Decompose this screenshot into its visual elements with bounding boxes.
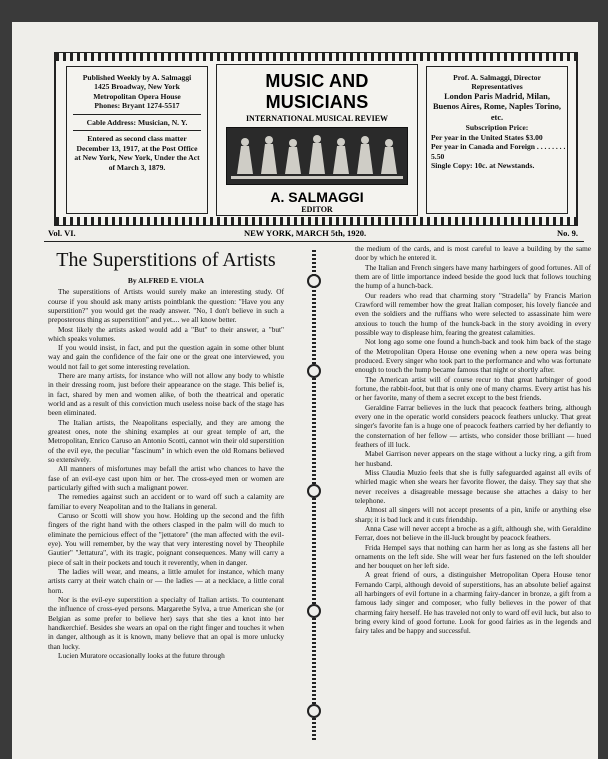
postal-entry-notice: Entered as second class matter December 13, 1917, at the Post Office at New York, New York, Under the Act of March 3, 1879. xyxy=(74,134,200,172)
ornamental-border-bottom xyxy=(56,217,576,225)
cable-address: Cable Address: Musician, N. Y. xyxy=(86,117,188,127)
paragraph: Anna Case will never accept a broche as a gift, although she, with Geraldine Ferrar, does not believe in the ill-luck brought by peacock feathers. xyxy=(355,523,591,543)
editor-role: EDITOR xyxy=(301,205,333,214)
publication-title: MUSIC AND MUSICIANS xyxy=(265,71,369,112)
paragraph: The Italian artists, the Neapolitans especially, and they are among the greatest ones, note the shining examples at our great temple of art, the Metropolitan, Enrico Caruso an Antonio Scotti, cannot win their old superstition of the evil eye, the peculiar "fascinum" in which even the old Romans believed so extensively. xyxy=(48,417,284,465)
publisher-info-box xyxy=(66,66,208,214)
subscription-heading: Subscription Price: xyxy=(465,123,529,133)
article-title: The Superstitions of Artists xyxy=(56,249,276,271)
representatives-heading: Representatives xyxy=(471,82,523,92)
paragraph: There are many artists, for instance who will not allow any body to whistle in their dressing room, just before their appearance on the stage. This belief is, in fact, shared by men and women alike, of both the theatrical and operatic world and as a result of this conviction much useless noise back of the stage has been eliminated. xyxy=(48,371,284,418)
paragraph: Miss Claudia Muzio feels that she is fully safeguarded against all evils of whirled magic when she wears her favorite flower, the daisy. They say that she never receives a disagreable message because she attaches a daisy to her telephone. xyxy=(355,467,591,505)
newspaper-page xyxy=(12,22,598,759)
phone-line: Phones: Bryant 1274-5517 xyxy=(94,101,180,111)
paragraph: The Italian and French singers have many harbingers of good fortunes. All of them are of little importance indeed beside the good luck that follows touching the hump of a hunch-back. xyxy=(355,262,591,291)
publication-subtitle: INTERNATIONAL MUSICAL REVIEW xyxy=(245,114,389,123)
paragraph: The ladies will wear, and means, a little amulet for instance, which many artists carry at their watch chain or — the ladies — at a necklace, a little coral horn. xyxy=(48,567,284,595)
venue-line: Metropolitan Opera House xyxy=(93,91,181,101)
paragraph: Our readers who read that charming story "Stradella" by Francis Marion Crawford will remember how the great Italian composer, his lovely fiancée and even the soldiers and the ruffians who were selected to assassinate him were anxious to touch the hump of the hunck-back in the story avoiding in every possible way to displease him, fearing the greatest calamities. xyxy=(355,290,591,337)
paragraph: Frida Hempel says that nothing can harm her as long as she fastens all her ornaments on the left side. She will wear her furs fastened on the left shoulder and her bouquet on her left side. xyxy=(355,542,591,571)
address-line: 1425 Broadway, New York xyxy=(94,82,180,92)
article-byline: By ALFRED E. VIOLA xyxy=(127,275,205,285)
paragraph: Most likely the artists asked would add a "But" to their answer, a "but" which speaks volumes. xyxy=(48,324,284,343)
paragraph: The American artist will of course recur to that great harbinger of good fortune, the rabbit-foot, but that is only one of many charms. Every artist has his or her favorite, many of them a secret except to the best friends. xyxy=(355,374,591,403)
paragraph: Geraldine Farrar believes in the luck that peacock feathers bring, although every one in the operatic world considers peacock feathers unlucky. That great singer's favorite fan is a huge one of peacock feathers carried by her defiantly to the consternation of her fellow — artists, who consider those brilliant — hued feathers of ill luck. xyxy=(355,402,591,449)
paragraph: The remedies against such an accident or to ward off such a calamity are familiar to every Neapolitan and to the Italians in general. xyxy=(48,492,284,511)
paragraph: Not long ago some one found a hunch-back and took him back of the stage of the Metropolitan Opera House one evening when a new opera was being produced. Every singer who took part to the performance and who was fortunate enough to touch the hump became famous that night or shortly after. xyxy=(355,337,591,375)
paragraph: The superstitions of Artists would surely make an interesting study. Of course if you should ask many artists pointblank the question: "Have you any superstition?" you would get the ready answer. "No, I don't believe in such a preposterous thing as superstition" and yet.... we all know better. xyxy=(48,287,284,325)
ornamental-border-top xyxy=(56,53,576,61)
paragraph: If you would insist, in fact, and put the question again in some other blunt way and gain the confidence of the fair one or the great one interviewed, you would not fail to get some interesting revelation. xyxy=(48,343,284,371)
paragraph: Almost all singers will not accept presents of a pin, knife or anything else sharp; it is bad luck and it cuts friendship. xyxy=(355,505,591,524)
dateline xyxy=(44,227,584,242)
title-box xyxy=(216,64,418,216)
price-foreign: Per year in Canada and Foreign . . . . . . . . 5.50 xyxy=(431,142,566,161)
price-us: Per year in the United States $3.00 xyxy=(431,132,543,142)
dancers-illustration xyxy=(227,128,407,184)
volume-number: Vol. VI. xyxy=(48,228,76,238)
subscription-info-box xyxy=(426,66,568,214)
publisher-line: Published Weekly by A. Salmaggi xyxy=(82,73,192,82)
paragraph: Nor is the evil-eye superstition a specialty of Italian artists. To countenant the influence of cross-eyed persons. Margarethe Sylva, a true American she (or Belgian as some prefer to believe her) says that she ties a knot into her handkerchief. Besides she wears an opal on the right finger and touches it when in danger, although as it is known, many believe that an opal is more unlucky than lucky. xyxy=(48,595,284,651)
issue-date: NEW YORK, MARCH 5th, 1920. xyxy=(244,228,367,238)
issue-number: No. 9. xyxy=(556,228,578,238)
paragraph: A great friend of ours, a distinguisher Metropolitan Opera House tenor Fernando Carpi, although devoid of superstitions, has an absolute belief against all harbingers of evil fortune in a charming fairy-dancer in bronze, a gift from a famous lady singer and composer, who fully believes in the power of that charming fairy herself. He has traveled not only to ward off evil luck, but also to bring every kind of good fortune. Look for good fairies as in the legends and fairy tales and be happy and successful. xyxy=(355,570,591,636)
article-column-right xyxy=(355,244,591,636)
paragraph: the medium of the cards, and is most careful to leave a building by the same door by which he entered it. xyxy=(355,244,591,263)
frieze-illustration xyxy=(226,127,408,185)
article-column-left xyxy=(48,244,284,660)
paragraph: Lucien Muratore occasionally looks at the future through xyxy=(58,650,225,660)
price-single-copy: Single Copy: 10c. at Newstands. xyxy=(431,161,535,171)
director-line: Prof. A. Salmaggi, Director xyxy=(453,73,541,82)
editor-name: A. SALMAGGI xyxy=(270,189,364,205)
representative-cities: London Paris Madrid, Milan, Buenos Aires, Rome, Naples Torino, etc. xyxy=(432,91,562,122)
ornamental-column-divider xyxy=(305,244,323,744)
paragraph: Caruso or Scotti will show you how. Holding up the second and the fifth fingers of the right hand with the others clasped in the palm will do much to eliminate the pernicious effect of the "jettatore" (the man affected with the evil-eye). You will remember, by the way that very interesting novel by Theophile Gautier" "Jettatura", with its tragic, poignant consequences. Many will carry a piece of salt in their pockets and touch it reverently, when in danger. xyxy=(48,511,284,567)
masthead xyxy=(54,52,578,226)
paragraph: All manners of misfortunes may befall the artist who chances to have the fase of an evil-eye cast upon him or her. The cross-eyed men or women are particularly gifted with such a malignant power. xyxy=(48,464,284,493)
paragraph: Mabel Garrison never appears on the stage without a lucky ring, a gift from her husband. xyxy=(355,449,591,468)
